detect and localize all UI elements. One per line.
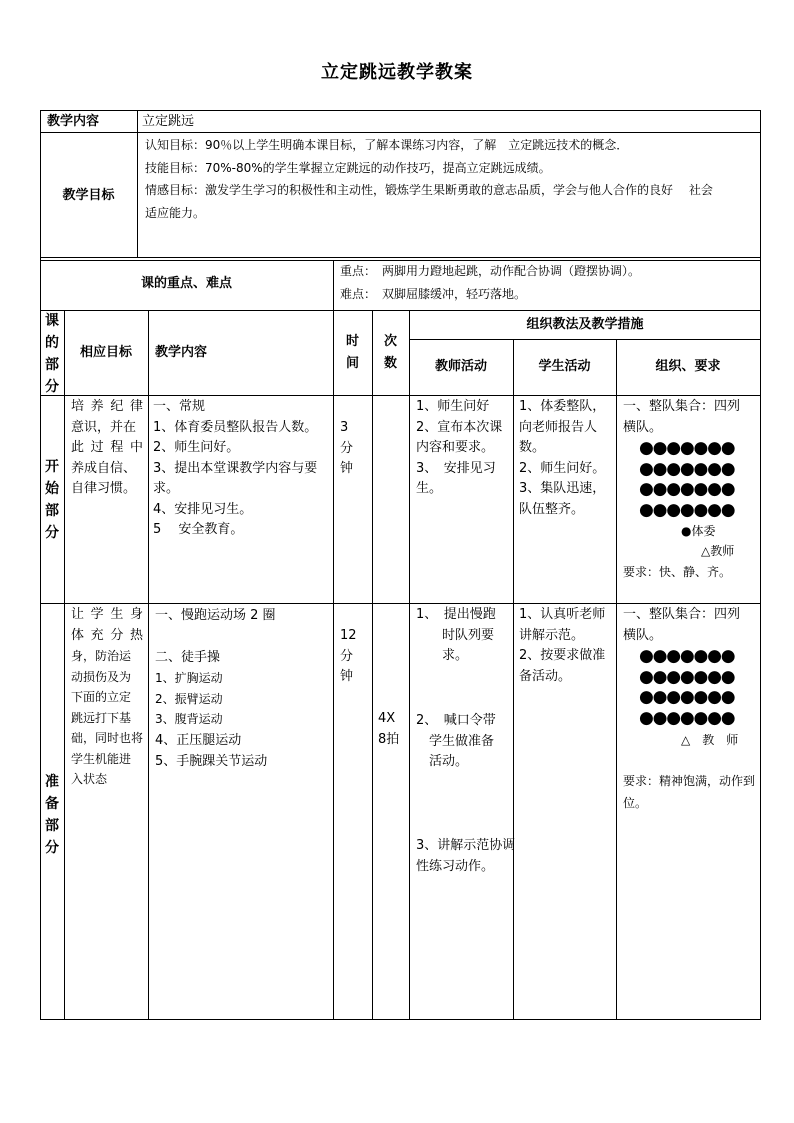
warmup-requirement: 要求：精神饱满，动作到 位。 bbox=[623, 774, 756, 810]
section-opening-label: 开 始 部 分 bbox=[45, 459, 59, 541]
key-point: 重点： 两脚用力蹬地起跳，动作配合协调（蹬摆协调）。 bbox=[340, 264, 641, 278]
warmup-coach-marker: △ 教 师 bbox=[681, 733, 739, 747]
opening-requirement: 要求：快、静、齐。 bbox=[623, 565, 732, 579]
col-target-header: 相应目标 bbox=[79, 345, 132, 360]
goal-affective-cont: 适应能力。 bbox=[145, 205, 206, 220]
col-part-header: 课 的 部 分 bbox=[45, 313, 59, 395]
col-teacher-header: 教师活动 bbox=[434, 359, 487, 374]
opening-content: 一、常规 1、体育委员整队报告人数。 2、师生问好。 3、提出本堂课教学内容与要 求。 4、安排见习生。 5 安全教育。 bbox=[153, 399, 318, 537]
opening-student: 1、体委整队， 向老师报告人 数。 2、师生问好。 3、集队迅速， 队伍整齐。 bbox=[519, 399, 606, 517]
difficulty: 难点： 双脚屈膝缓冲，轻巧落地。 bbox=[340, 287, 527, 301]
section-warmup-label: 准 备 部 分 bbox=[45, 774, 59, 856]
keypoints-label: 课的重点、难点 bbox=[140, 276, 232, 291]
col-org-header: 组织教法及教学措施 bbox=[526, 317, 644, 332]
content-value: 立定跳远 bbox=[142, 114, 195, 129]
warmup-teacher-1: 1、 提出慢跑 时队列要 求。 bbox=[416, 607, 496, 663]
col-time-header: 时 间 bbox=[345, 334, 359, 371]
content-label: 教学内容 bbox=[47, 114, 100, 129]
col-content-header: 教学内容 bbox=[155, 345, 208, 360]
warmup-time: 12 分 钟 bbox=[340, 628, 357, 684]
warmup-teacher-3: 3、讲解示范协调 性练习动作。 bbox=[416, 838, 516, 874]
goal-skill: 技能目标：70%-80%的学生掌握立定跳远的动作技巧，提高立定跳远成绩。 bbox=[145, 160, 551, 175]
warmup-count: 4X 8拍 bbox=[378, 711, 400, 747]
warmup-content: 一、慢跑运动场 2 圈 二、徒手操 1、扩胸运动 2、振臂运动 3、腹背运动 4、正压腿运动 5、手腕踝关节运动 bbox=[155, 608, 276, 769]
opening-time: 3 分 钟 bbox=[340, 420, 354, 476]
warmup-student: 1、认真听老师 讲解示范。 2、按要求做准 备活动。 bbox=[519, 607, 606, 684]
goal-affective: 情感目标：激发学生学习的积极性和主动性，锻炼学生果断勇敢的意志品质，学会与他人合作的良好 社会 bbox=[145, 183, 713, 197]
opening-target: 培养纪律 意识，并在 此过程中 养成自信、 自律习惯。 bbox=[71, 399, 143, 496]
warmup-target: 让学生身 体充分热 bbox=[71, 607, 143, 643]
goal-cognitive: 认知目标：90％以上学生明确本课目标，了解本课练习内容，了解 立定跳远技术的概念． bbox=[145, 138, 629, 152]
col-student-header: 学生活动 bbox=[538, 359, 591, 374]
warmup-formation-dots: ●●●●●●● ●●●●●●● ●●●●●●● ●●●●●●● bbox=[639, 646, 735, 728]
col-count-header: 次 数 bbox=[383, 334, 397, 371]
warmup-target-small: 身，防治运 动损伤及为 下面的立定 跳远打下基 础，同时也将 学生机能进 入状态 bbox=[71, 649, 144, 786]
warmup-formation-title: 一、整队集合：四列 横队。 bbox=[623, 607, 741, 643]
goals-text bbox=[145, 134, 757, 224]
opening-coach-marker: △教师 bbox=[701, 544, 735, 558]
page-title: 立定跳远教学教案 bbox=[321, 62, 473, 83]
opening-formation-title: 一、整队集合：四列 横队。 bbox=[623, 399, 741, 435]
opening-formation-dots: ●●●●●●● ●●●●●●● ●●●●●●● ●●●●●●● bbox=[639, 438, 735, 520]
col-requirements-header: 组织、要求 bbox=[655, 359, 721, 374]
warmup-teacher-2: 2、 喊口令带 学生做准备 活动。 bbox=[416, 713, 496, 769]
goals-label: 教学目标 bbox=[62, 188, 115, 203]
opening-monitor-marker: ●体委 bbox=[681, 524, 716, 538]
opening-teacher: 1、师生问好 2、宣布本次课 内容和要求。 3、 安排见习 生。 bbox=[416, 399, 503, 496]
